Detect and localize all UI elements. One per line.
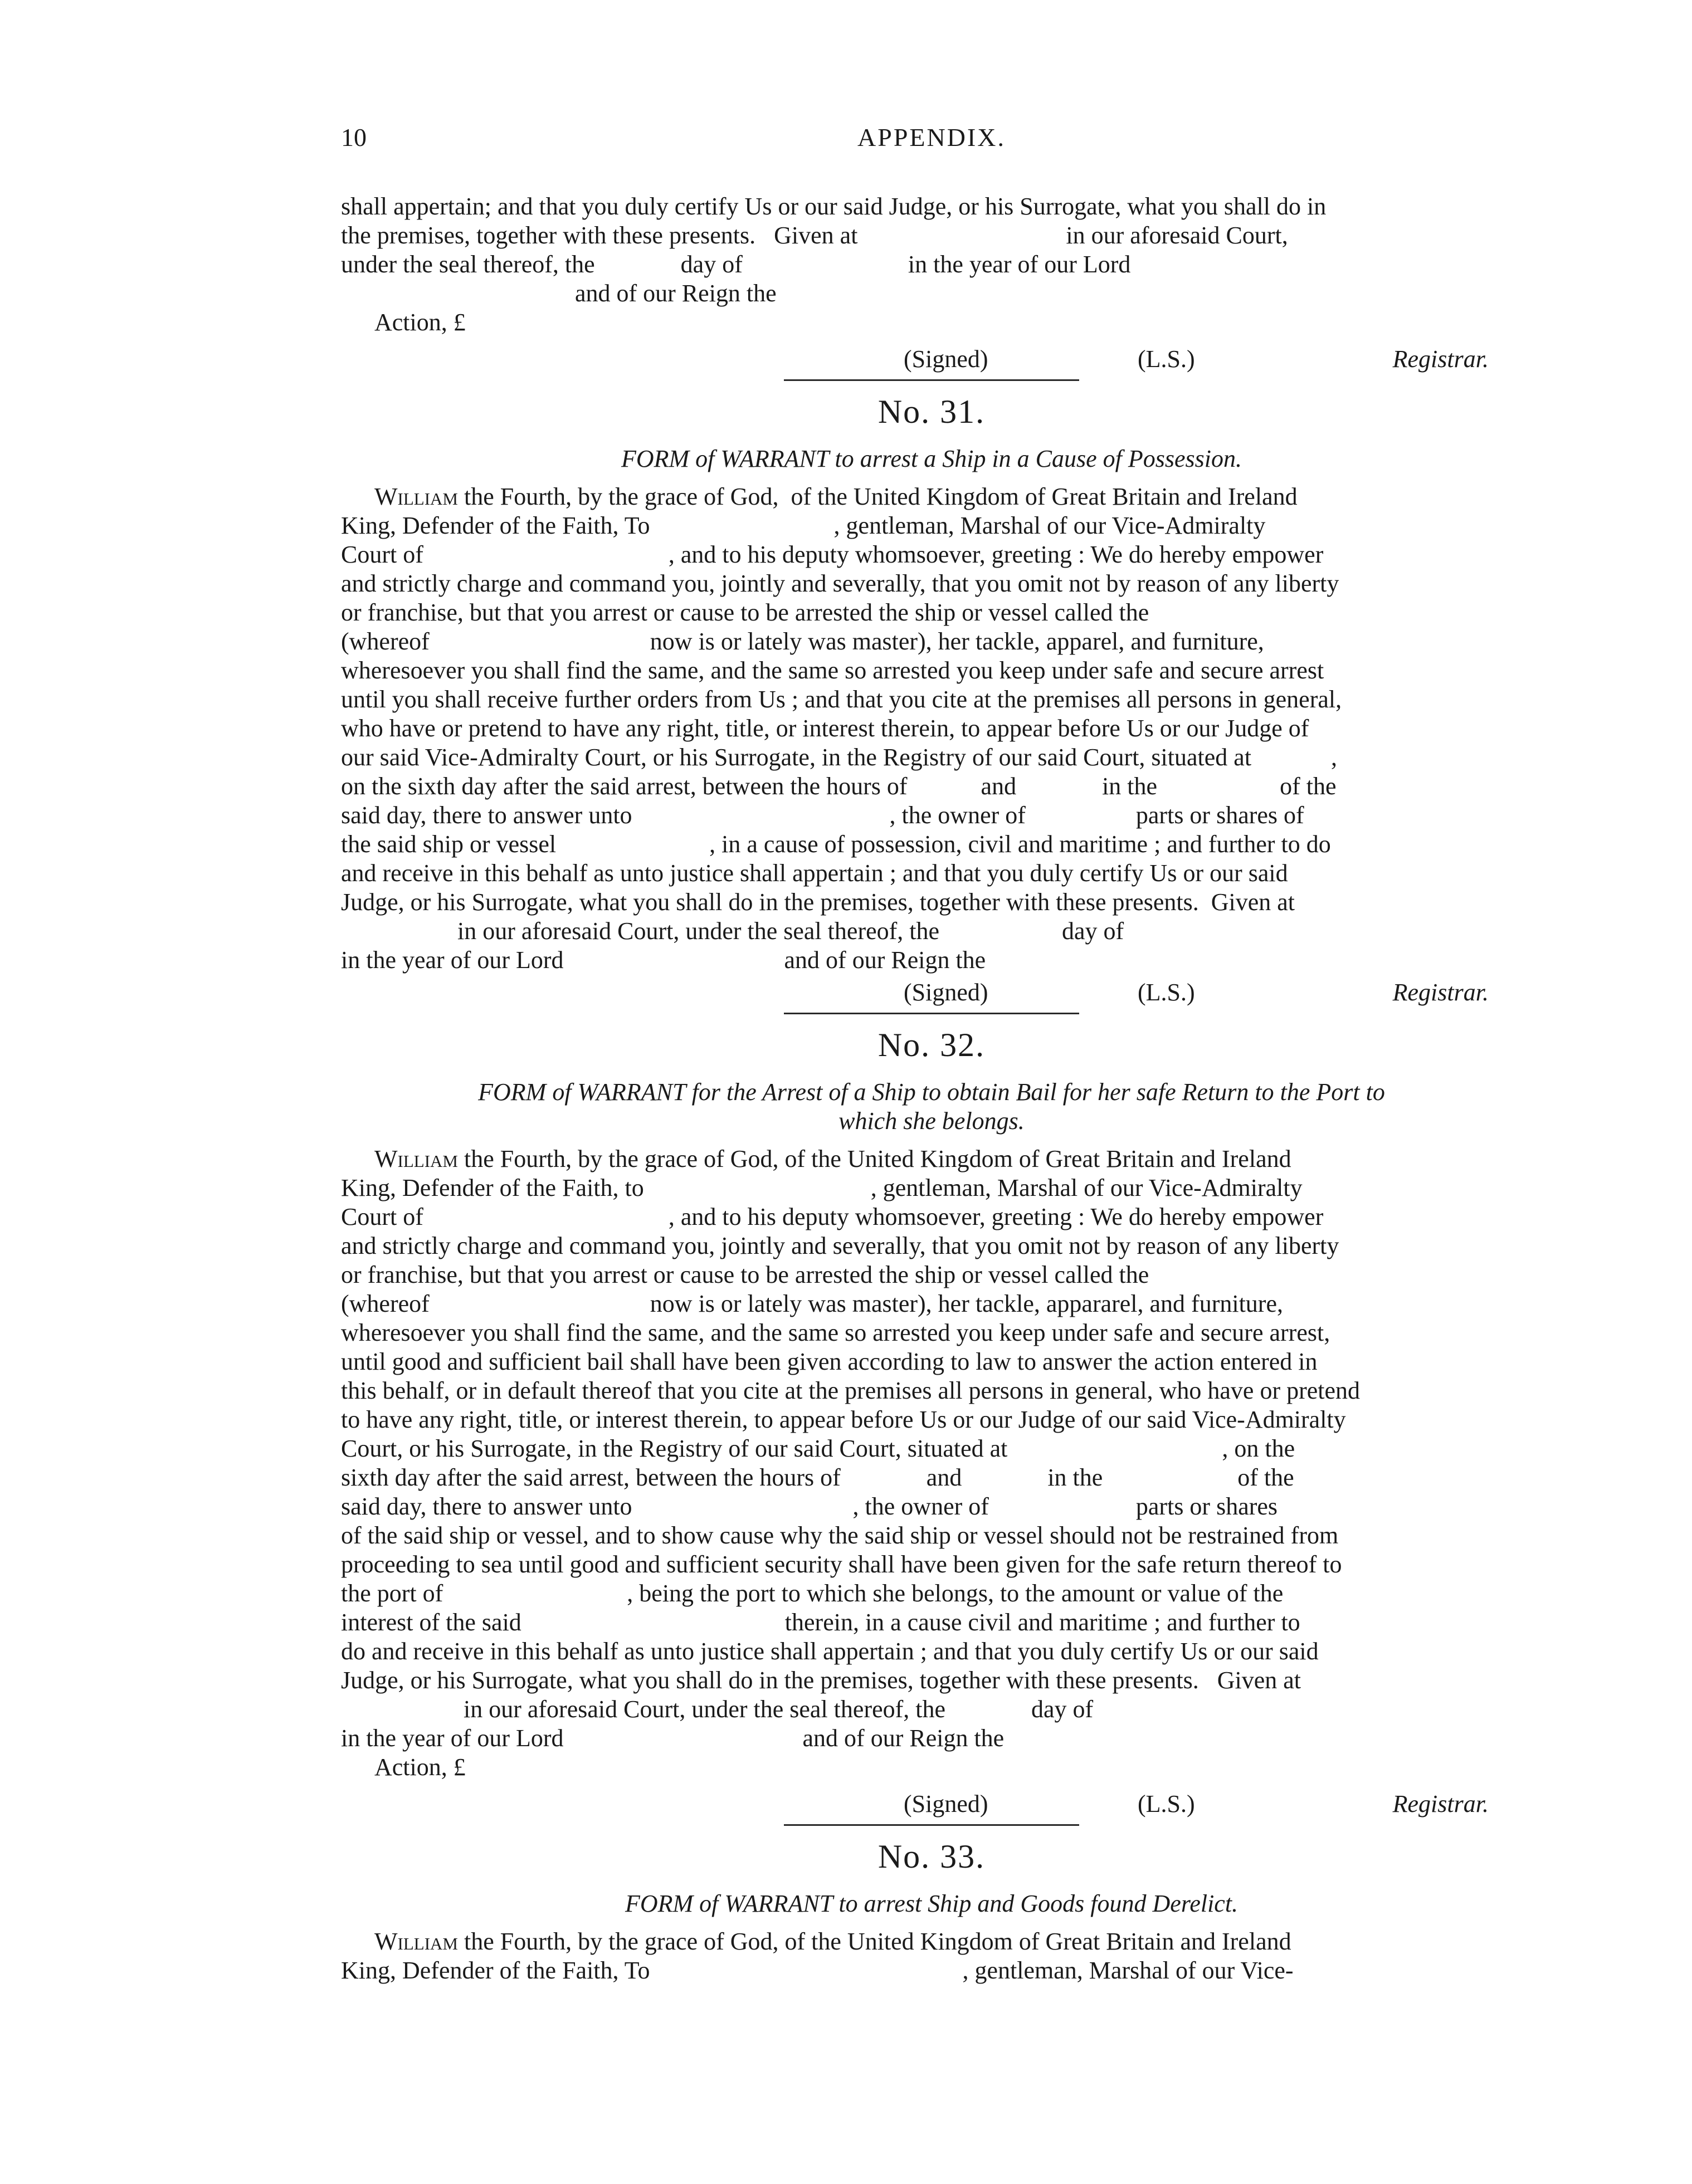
registrar-label: Registrar. [1392,979,1489,1006]
text-line: King, Defender of the Faith, To , gentleman, Marshal of our Vice-Admiralty [341,512,1266,539]
form-body [341,482,1522,975]
signature-row [341,975,1522,1008]
text-line: interest of the said therein, in a cause civil and maritime ; and further to [341,1609,1300,1636]
text-line: of the said ship or vessel, and to show cause why the said ship or vessel should not be restrained from [341,1522,1339,1549]
form-title: FORM of WARRANT to arrest a Ship in a Cause of Possession. [621,445,1242,472]
form-number: No. 31. [877,393,986,430]
text-line: or franchise, but that you arrest or cause to be arrested the ship or vessel called the [341,599,1149,626]
text-line: under the seal thereof, the day of in the year of our Lord [341,251,1131,278]
form-body [341,1927,1522,1985]
registrar-label: Registrar. [1392,1790,1489,1817]
text-line: said day, there to answer unto , the owner of parts or shares of [341,802,1304,829]
action-amount-line: Action, £ [374,1753,466,1781]
text-line: the premises, together with these presents. Given at in our aforesaid Court, [341,222,1288,249]
text-line: in the year of our Lord and of our Reign the [341,1724,1005,1752]
text-line: King, Defender of the Faith, To , gentleman, Marshal of our Vice- [341,1957,1294,1984]
text-line: who have or pretend to have any right, title, or interest therein, to appear before Us or our Judge of [341,715,1309,742]
text-line: do and receive in this behalf as unto justice shall appertain ; and that you duly certify Us or our said [341,1638,1319,1665]
text-line: said day, there to answer unto , the owner of parts or shares [341,1493,1278,1520]
text-line: wheresoever you shall find the same, and the same so arrested you keep under safe and secure arrest [341,657,1324,684]
page-content [341,192,1522,1985]
text-line: until you shall receive further orders from Us ; and that you cite at the premises all persons in general, [341,686,1342,713]
text-line: proceeding to sea until good and sufficient security shall have been given for the safe return thereof to [341,1551,1342,1578]
text-line: the said ship or vessel , in a cause of possession, civil and maritime ; and further to do [341,830,1331,858]
text-line: wheresoever you shall find the same, and the same so arrested you keep under safe and secure arrest, [341,1319,1330,1346]
form-number: No. 32. [877,1027,986,1063]
section-divider [784,1013,1079,1014]
opening-word: William [374,1928,458,1955]
text-line [341,1145,1522,1174]
text-line: to have any right, title, or interest therein, to appear before Us or our Judge of our said Vice-Admiralty [341,1406,1346,1433]
opening-word: William [374,1145,458,1172]
form-title-line: which she belongs. [838,1107,1025,1135]
text-line: in our aforesaid Court, under the seal thereof, the day of [341,917,1124,945]
text-line: (whereof now is or lately was master), her tackle, apparel, and furniture, [341,628,1264,655]
section-divider [784,379,1079,381]
text-line: and of our Reign the [575,280,777,307]
text-line: Court, or his Surrogate, in the Registry of our said Court, situated at , on the [341,1435,1295,1462]
signed-label: (Signed) [904,979,988,1006]
action-amount-line: Action, £ [374,309,466,336]
text-line: or franchise, but that you arrest or cause to be arrested the ship or vessel called the [341,1261,1149,1288]
text-line: until good and sufficient bail shall have been given according to law to answer the action entered in [341,1348,1318,1375]
text-line [341,482,1522,511]
seal-label: (L.S.) [1138,1790,1195,1817]
text-line [341,1927,1522,1956]
seal-label: (L.S.) [1138,345,1195,373]
form-title-line: FORM of WARRANT for the Arrest of a Ship to obtain Bail for her safe Return to the Port to [478,1078,1385,1106]
form-body [341,1145,1522,1782]
text-line: shall appertain; and that you duly certify Us or our said Judge, or his Surrogate, what you shall do in [341,193,1327,220]
text-line: the port of , being the port to which she belongs, to the amount or value of the [341,1580,1284,1607]
signature-row [341,1786,1522,1820]
text-line: Judge, or his Surrogate, what you shall do in the premises, together with these presents. Given at [341,1667,1301,1694]
text-line: and receive in this behalf as unto justice shall appertain ; and that you duly certify Us or our said [341,859,1288,887]
signed-label: (Signed) [904,345,988,373]
text-line: Court of , and to his deputy whomsoever, greeting : We do hereby empower [341,1203,1324,1230]
text-line: on the sixth day after the said arrest, between the hours of and in the of the [341,773,1337,800]
text-line: and strictly charge and command you, jointly and severally, that you omit not by reason of any liberty [341,570,1339,597]
text-line: (whereof now is or lately was master), her tackle, appararel, and furniture, [341,1290,1283,1317]
section-divider [784,1824,1079,1826]
text-line: in our aforesaid Court, under the seal thereof, the day of [341,1696,1094,1723]
text-line: our said Vice-Admiralty Court, or his Surrogate, in the Registry of our said Court, situated at , [341,744,1338,771]
text-fragment: the Fourth, by the grace of God, of the United Kingdom of Great Britain and Ireland [458,483,1298,510]
text-line: Judge, or his Surrogate, what you shall do in the premises, together with these presents. Given at [341,888,1295,916]
seal-label: (L.S.) [1138,979,1195,1006]
text-fragment: the Fourth, by the grace of God, of the United Kingdom of Great Britain and Ireland [458,1145,1291,1172]
text-line: and strictly charge and command you, jointly and severally, that you omit not by reason of any liberty [341,1232,1339,1259]
text-line: King, Defender of the Faith, to , gentleman, Marshal of our Vice-Admiralty [341,1174,1303,1201]
intro-paragraph [341,192,1522,337]
text-line: sixth day after the said arrest, between the hours of and in the of the [341,1464,1294,1491]
signed-label: (Signed) [904,1790,988,1817]
registrar-label: Registrar. [1392,345,1489,373]
text-line: in the year of our Lord and of our Reign the [341,946,986,974]
opening-word: William [374,483,458,510]
page-number: 10 [341,123,367,152]
form-title [341,1078,1522,1136]
form-number: No. 33. [877,1838,986,1875]
form-title: FORM of WARRANT to arrest Ship and Goods found Derelict. [625,1890,1238,1917]
page-header [341,123,1522,162]
text-fragment: the Fourth, by the grace of God, of the United Kingdom of Great Britain and Ireland [458,1928,1291,1955]
text-line: this behalf, or in default thereof that you cite at the premises all persons in general, who have or pretend [341,1377,1361,1404]
running-title: APPENDIX. [857,123,1006,152]
signature-row [341,341,1522,375]
text-line: Court of , and to his deputy whomsoever, greeting : We do hereby empower [341,541,1324,568]
